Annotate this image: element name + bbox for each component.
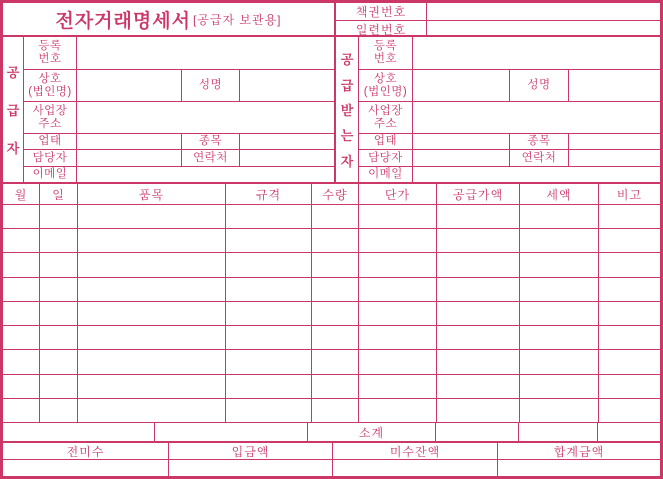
receiver-biztype-label: 업태 xyxy=(359,134,412,149)
item-cell xyxy=(3,205,39,228)
receiver-address-label: 사업장 주소 xyxy=(359,102,412,133)
col-header-month: 월 xyxy=(3,184,39,204)
item-cell xyxy=(312,399,358,422)
item-cell xyxy=(40,375,77,398)
item-cell xyxy=(40,302,77,325)
item-cell xyxy=(226,350,311,373)
item-cell xyxy=(3,350,39,373)
outstanding-balance-value xyxy=(333,460,497,476)
item-cell xyxy=(40,350,77,373)
item-cell xyxy=(40,253,77,276)
receiver-biztype-value xyxy=(413,134,509,149)
item-cell xyxy=(3,278,39,301)
item-cell xyxy=(520,350,598,373)
item-cell xyxy=(437,350,519,373)
item-cell xyxy=(78,399,225,422)
item-cell xyxy=(599,278,660,301)
subtotal-note-value xyxy=(598,423,660,441)
subtotal-label: 소계 xyxy=(308,423,435,441)
subtotal-blank-cell xyxy=(155,423,307,441)
item-cell xyxy=(3,399,39,422)
receiver-section xyxy=(334,37,660,182)
item-cell xyxy=(359,205,436,228)
item-cell xyxy=(78,205,225,228)
item-cell xyxy=(226,229,311,252)
item-cell xyxy=(520,253,598,276)
item-cell xyxy=(520,326,598,349)
receiver-email-label: 이메일 xyxy=(359,167,412,182)
item-cell xyxy=(359,375,436,398)
col-header-note: 비고 xyxy=(599,184,660,204)
receiver-manager-label: 담당자 xyxy=(359,150,412,166)
form-title xyxy=(3,3,334,35)
item-cell xyxy=(78,253,225,276)
item-cell xyxy=(437,302,519,325)
col-header-spec: 규격 xyxy=(226,184,311,204)
receiver-manager-value xyxy=(413,150,509,166)
receiver-company-label: 상호 (법인명) xyxy=(359,70,412,101)
item-cell xyxy=(599,253,660,276)
item-cell xyxy=(599,205,660,228)
item-cell xyxy=(599,326,660,349)
item-cell xyxy=(520,205,598,228)
item-cell xyxy=(312,375,358,398)
item-cell xyxy=(78,350,225,373)
deposit-label: 입금액 xyxy=(169,443,332,459)
item-cell xyxy=(437,399,519,422)
prev-receivable-label: 전미수 xyxy=(3,443,168,459)
form-title-main: 전자거래명세서 xyxy=(55,10,191,32)
receiver-section-label: 공 급 받 는 자 xyxy=(336,37,359,182)
item-cell xyxy=(437,229,519,252)
supplier-manager-value xyxy=(77,150,181,166)
supplier-bizitem-label: 종목 xyxy=(182,134,239,149)
prev-receivable-value xyxy=(3,460,168,476)
book-number-value xyxy=(427,3,660,20)
receiver-email-value xyxy=(413,167,660,182)
item-cell xyxy=(359,278,436,301)
item-cell xyxy=(312,350,358,373)
col-header-qty: 수량 xyxy=(312,184,358,204)
receiver-bizitem-value xyxy=(569,134,660,149)
receiver-bizitem-label: 종목 xyxy=(510,134,568,149)
col-header-tax: 세액 xyxy=(520,184,598,204)
item-cell xyxy=(226,375,311,398)
supplier-email-value xyxy=(77,167,334,182)
form-title-subtitle: [공급자 보관용] xyxy=(192,12,282,27)
item-cell xyxy=(226,253,311,276)
item-cell xyxy=(78,302,225,325)
supplier-biztype-value xyxy=(77,134,181,149)
supplier-ceo-label: 성명 xyxy=(182,70,239,101)
item-cell xyxy=(359,350,436,373)
supplier-contact-label: 연락처 xyxy=(182,150,239,166)
supplier-company-label: 상호 (법인명) xyxy=(24,70,76,101)
receiver-address-value xyxy=(413,102,660,133)
supplier-address-label: 사업장 주소 xyxy=(24,102,76,133)
item-cell xyxy=(312,302,358,325)
supplier-section xyxy=(3,37,334,182)
item-cell xyxy=(520,375,598,398)
subtotal-tax-value xyxy=(519,423,597,441)
item-cell xyxy=(599,302,660,325)
receiver-fields xyxy=(359,37,660,182)
supplier-regno-label: 등록 번호 xyxy=(24,37,76,69)
receiver-company-value xyxy=(413,70,509,101)
subtotal-supply-value xyxy=(436,423,518,441)
item-cell xyxy=(312,278,358,301)
item-cell xyxy=(520,229,598,252)
item-cell xyxy=(599,229,660,252)
supplier-address-value xyxy=(77,102,334,133)
item-cell xyxy=(520,399,598,422)
item-cell xyxy=(359,253,436,276)
item-cell xyxy=(78,375,225,398)
settlement-band xyxy=(3,441,660,476)
item-cell xyxy=(359,229,436,252)
total-amount-label: 합계금액 xyxy=(498,443,660,459)
item-cell xyxy=(226,399,311,422)
receiver-regno-value xyxy=(413,37,660,69)
item-cell xyxy=(78,278,225,301)
header-band xyxy=(3,3,660,35)
deposit-value xyxy=(169,460,332,476)
item-cell xyxy=(437,375,519,398)
book-number-label: 책권번호 xyxy=(336,3,426,20)
col-header-item: 품목 xyxy=(78,184,225,204)
supplier-company-value xyxy=(77,70,181,101)
supplier-biztype-label: 업태 xyxy=(24,134,76,149)
item-cell xyxy=(359,302,436,325)
subtotal-row xyxy=(3,422,660,441)
item-cell xyxy=(3,326,39,349)
serial-number-label: 일련번호 xyxy=(336,21,426,38)
supplier-fields xyxy=(24,37,334,182)
supplier-manager-label: 담당자 xyxy=(24,150,76,166)
total-amount-value xyxy=(498,460,660,476)
receiver-ceo-label: 성명 xyxy=(510,70,568,101)
item-cell xyxy=(3,302,39,325)
outstanding-balance-label: 미수잔액 xyxy=(333,443,497,459)
item-cell xyxy=(599,375,660,398)
item-cell xyxy=(3,229,39,252)
col-header-unit-price: 단가 xyxy=(359,184,436,204)
item-cell xyxy=(437,205,519,228)
supplier-ceo-value xyxy=(240,70,334,101)
item-cell xyxy=(226,278,311,301)
party-band xyxy=(3,35,660,182)
document-number-block xyxy=(334,3,660,35)
receiver-contact-value xyxy=(569,150,660,166)
item-cell xyxy=(78,326,225,349)
supplier-contact-value xyxy=(240,150,334,166)
supplier-bizitem-value xyxy=(240,134,334,149)
item-cell xyxy=(3,253,39,276)
item-cell xyxy=(359,326,436,349)
item-cell xyxy=(520,302,598,325)
receiver-ceo-value xyxy=(569,70,660,101)
supplier-regno-value xyxy=(77,37,334,69)
item-cell xyxy=(520,278,598,301)
item-cell xyxy=(599,350,660,373)
item-cell xyxy=(78,229,225,252)
receiver-contact-label: 연락처 xyxy=(510,150,568,166)
item-cell xyxy=(312,253,358,276)
supplier-email-label: 이메일 xyxy=(24,167,76,182)
item-cell xyxy=(40,278,77,301)
item-cell xyxy=(3,375,39,398)
item-cell xyxy=(437,253,519,276)
items-table xyxy=(3,182,660,422)
item-cell xyxy=(599,399,660,422)
item-cell xyxy=(226,326,311,349)
item-cell xyxy=(40,399,77,422)
item-cell xyxy=(226,302,311,325)
item-cell xyxy=(312,326,358,349)
item-cell xyxy=(312,205,358,228)
item-cell xyxy=(40,229,77,252)
item-cell xyxy=(40,326,77,349)
receiver-regno-label: 등록 번호 xyxy=(359,37,412,69)
item-cell xyxy=(40,205,77,228)
item-cell xyxy=(437,326,519,349)
item-cell xyxy=(359,399,436,422)
col-header-day: 일 xyxy=(40,184,77,204)
col-header-supply-value: 공급가액 xyxy=(437,184,519,204)
supplier-section-label: 공 급 자 xyxy=(3,37,24,182)
item-cell xyxy=(226,205,311,228)
subtotal-blank-cell xyxy=(3,423,154,441)
item-cell xyxy=(437,278,519,301)
item-cell xyxy=(312,229,358,252)
